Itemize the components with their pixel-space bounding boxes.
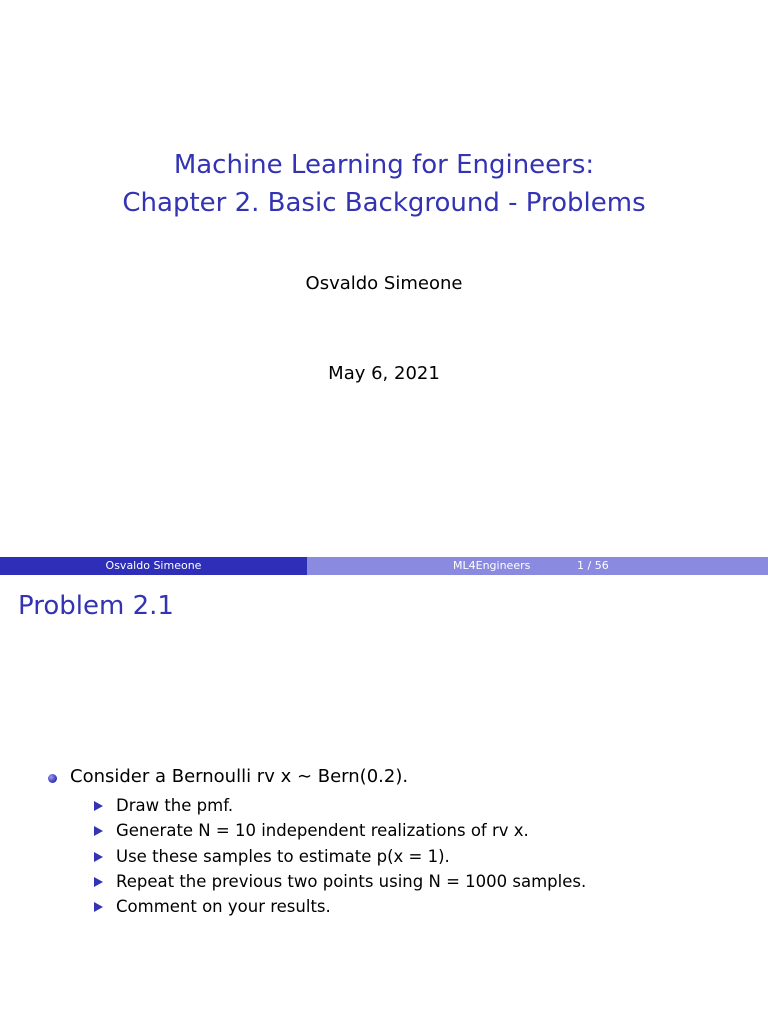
circle-bullet-icon bbox=[48, 774, 57, 783]
sub-list-item bbox=[90, 869, 744, 894]
presentation-date: May 6, 2021 bbox=[328, 363, 440, 384]
footer-author: Osvaldo Simeone bbox=[0, 557, 307, 575]
problem-content bbox=[44, 763, 744, 919]
sub-item-text: Comment on your results. bbox=[116, 897, 331, 917]
sub-list bbox=[70, 793, 744, 919]
sub-list-item bbox=[90, 818, 744, 843]
triangle-bullet-icon bbox=[94, 902, 103, 912]
item-text: Consider a Bernoulli rv x ∼ Bern(0.2). bbox=[70, 766, 409, 787]
sub-list-item bbox=[90, 894, 744, 919]
footer-info bbox=[307, 557, 768, 575]
list-item bbox=[44, 763, 744, 919]
slide-footer bbox=[0, 557, 768, 575]
triangle-bullet-icon bbox=[94, 801, 103, 811]
title-line-2: Chapter 2. Basic Background - Problems bbox=[122, 188, 646, 218]
sub-item-text: Use these samples to estimate p(x = 1). bbox=[116, 846, 450, 866]
sub-item-text: Repeat the previous two points using N = 1000 samples. bbox=[116, 871, 587, 891]
sub-list-item bbox=[90, 793, 744, 818]
problem-slide bbox=[0, 575, 768, 1024]
triangle-bullet-icon bbox=[94, 826, 103, 836]
triangle-bullet-icon bbox=[94, 852, 103, 862]
frame-title: Problem 2.1 bbox=[18, 591, 174, 621]
sub-item-text: Generate N = 10 independent realizations of rv x. bbox=[116, 821, 529, 841]
presentation-title bbox=[0, 146, 768, 222]
triangle-bullet-icon bbox=[94, 877, 103, 887]
sub-item-text: Draw the pmf. bbox=[116, 796, 234, 815]
sub-list-item bbox=[90, 844, 744, 869]
footer-short-title: ML4Engineers bbox=[453, 559, 531, 572]
footer-page-number: 1 / 56 bbox=[577, 559, 609, 572]
title-line-1: Machine Learning for Engineers: bbox=[173, 150, 595, 180]
author-name: Osvaldo Simeone bbox=[305, 273, 463, 294]
